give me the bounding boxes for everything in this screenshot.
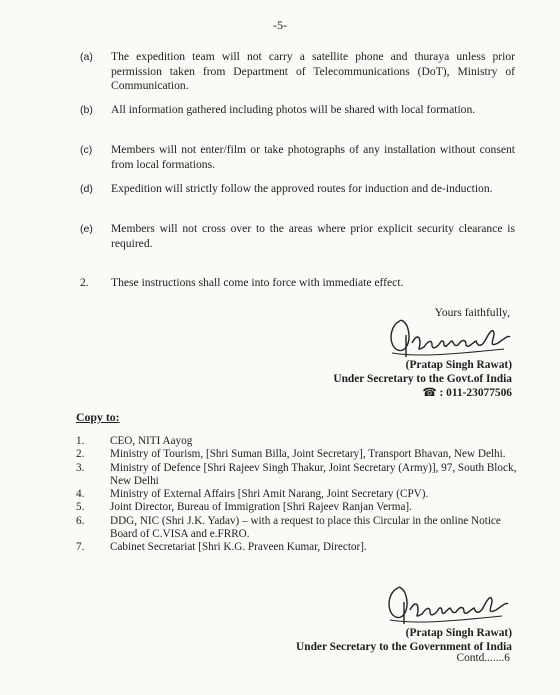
list-item xyxy=(76,501,521,514)
list-item-text: Ministry of Defence [Shri Rajeev Singh Thakur, Joint Secretary (Army)], 97, South Block, New Delhi xyxy=(110,461,517,487)
paragraph-number: 2. xyxy=(80,276,89,289)
paragraph-text: These instructions shall come into force with immediate effect. xyxy=(111,276,404,289)
page-number: -5- xyxy=(273,18,287,32)
signatory-2-name: (Pratap Singh Rawat) xyxy=(405,627,512,639)
list-item-number: 4. xyxy=(76,488,85,501)
item-text: All information gathered including photos will be shared with local formation. xyxy=(111,103,476,116)
instruction-item-b xyxy=(80,103,515,118)
continued-note: Contd.......6 xyxy=(456,652,510,664)
phone-icon: ☎ xyxy=(422,387,437,399)
list-item-number: 3. xyxy=(76,461,85,474)
list-item-number: 5. xyxy=(76,501,85,514)
instruction-item-a xyxy=(80,50,515,94)
copy-to-list xyxy=(76,435,521,555)
list-item xyxy=(76,488,521,501)
signature-2 xyxy=(384,580,514,630)
list-item-number: 1. xyxy=(76,435,85,447)
list-item xyxy=(76,515,521,542)
item-label: (e) xyxy=(80,223,93,235)
list-item-number: 7. xyxy=(76,541,85,554)
item-text: Members will not cross over to the areas where prior explicit security clearance is required. xyxy=(111,222,515,250)
instruction-item-e xyxy=(80,222,515,251)
item-label: (b) xyxy=(80,104,93,116)
signatory-1-designation: Under Secretary to the Govt.of India xyxy=(333,373,512,385)
signatory-1-block xyxy=(333,358,512,400)
list-item xyxy=(76,448,521,461)
paragraph-2 xyxy=(80,276,515,289)
signatory-1-name: (Pratap Singh Rawat) xyxy=(405,359,512,371)
signatory-2-designation: Under Secretary to the Government of India xyxy=(296,641,512,653)
instruction-item-d xyxy=(80,182,515,197)
item-label: (a) xyxy=(80,51,93,63)
instruction-item-c xyxy=(80,143,515,172)
list-item-text: CEO, NITI Aayog xyxy=(110,435,193,447)
list-item xyxy=(76,541,521,554)
list-item-text: Ministry of External Affairs [Shri Amit Narang, Joint Secretary (CPV). xyxy=(110,488,429,501)
list-item-text: DDG, NIC (Shri J.K. Yadav) – with a request to place this Circular in the online Notice Board of C.VISA and e.FRRO. xyxy=(110,514,501,541)
signatory-2-block xyxy=(296,626,512,654)
list-item-text: Cabinet Secretariat [Shri K.G. Praveen Kumar, Director]. xyxy=(110,541,367,554)
list-item xyxy=(76,462,521,489)
list-item xyxy=(76,435,521,448)
signatory-1-phone: : 011-23077506 xyxy=(439,387,512,399)
item-text: Expedition will strictly follow the approved routes for induction and de-induction. xyxy=(111,182,493,195)
item-text: The expedition team will not carry a satellite phone and thuraya unless prior permission taken from Department of Telecommunications (DoT), Ministry of Communication. xyxy=(111,50,515,92)
copy-to-heading: Copy to: xyxy=(76,410,120,424)
item-text: Members will not enter/film or take photographs of any installation without consent from local formations. xyxy=(111,143,515,171)
item-label: (d) xyxy=(80,183,93,195)
list-item-number: 6. xyxy=(76,514,85,527)
item-label: (c) xyxy=(80,144,93,156)
list-item-text: Joint Director, Bureau of Immigration [Shri Rajeev Ranjan Verma]. xyxy=(110,501,412,514)
list-item-number: 2. xyxy=(76,448,85,461)
closing-salutation: Yours faithfully, xyxy=(434,306,510,319)
list-item-text: Ministry of Tourism, [Shri Suman Billa, Joint Secretary], Transport Bhavan, New Delhi. xyxy=(110,448,506,461)
signatory-1-phone-line xyxy=(333,386,512,400)
